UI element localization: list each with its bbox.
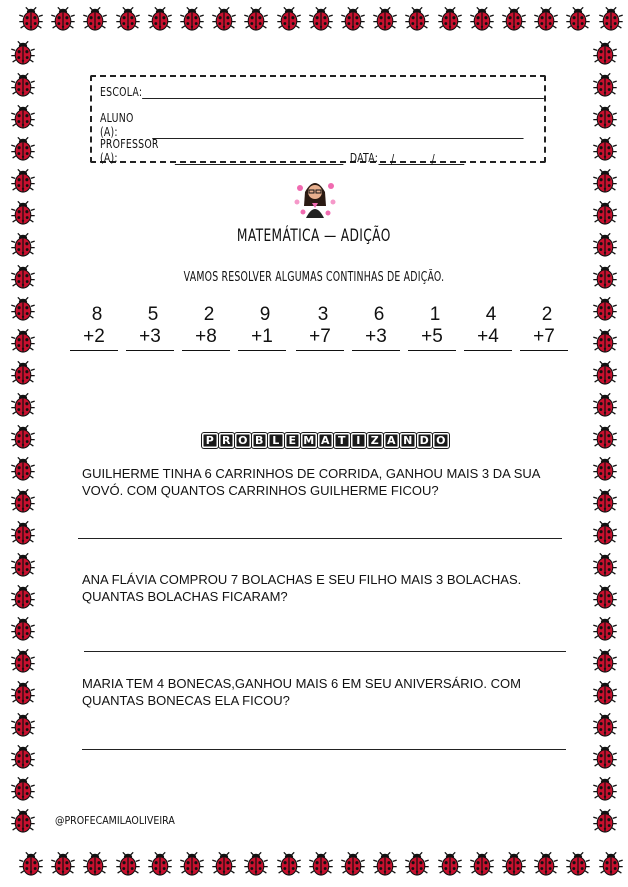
- banner-letter-tile: T: [334, 433, 350, 448]
- ladybug-icon: [592, 456, 618, 482]
- banner-letter-tile: D: [417, 433, 433, 448]
- ladybug-icon: [10, 168, 36, 194]
- ladybug-icon: [592, 488, 618, 514]
- addition-problem: [182, 304, 230, 351]
- ladybug-icon: [211, 6, 237, 32]
- ladybug-icon: [10, 40, 36, 66]
- banner-letter-tile: O: [433, 433, 449, 448]
- word-problem-1: GUILHERME TINHA 6 CARRINHOS DE CORRIDA, GANHOU MAIS 3 DA SUA VOVÓ. COM QUANTOS CARRINHOS GUILHERME FICOU?: [82, 466, 540, 498]
- ladybug-icon: [592, 360, 618, 386]
- ladybug-icon: [10, 616, 36, 642]
- banner-letter-tile: A: [318, 433, 334, 448]
- addend-bottom[interactable]: +7: [296, 326, 344, 351]
- ladybug-icon: [82, 851, 108, 877]
- ladybug-icon: [533, 851, 559, 877]
- addend-top: 1: [429, 304, 441, 325]
- ladybug-icon: [211, 851, 237, 877]
- ladybug-border-top: [0, 4, 628, 40]
- ladybug-icon: [404, 6, 430, 32]
- ladybug-icon: [179, 851, 205, 877]
- ladybug-icon: [592, 200, 618, 226]
- ladybug-icon: [592, 712, 618, 738]
- addition-problem: [352, 304, 400, 351]
- addend-bottom[interactable]: +7: [520, 326, 568, 351]
- ladybug-icon: [10, 552, 36, 578]
- addend-bottom[interactable]: +2: [70, 326, 118, 351]
- ladybug-icon: [10, 744, 36, 770]
- problematizando-banner: [202, 433, 449, 448]
- ladybug-border-bottom: [0, 847, 628, 883]
- banner-letter-tile: M: [301, 433, 317, 448]
- school-line: [100, 85, 544, 99]
- ladybug-icon: [276, 6, 302, 32]
- ladybug-icon: [10, 776, 36, 802]
- ladybug-icon: [592, 40, 618, 66]
- ladybug-icon: [592, 136, 618, 162]
- ladybug-icon: [592, 424, 618, 450]
- ladybug-icon: [592, 808, 618, 834]
- answer-line-3[interactable]: [82, 749, 566, 750]
- addition-problem: [126, 304, 174, 351]
- ladybug-icon: [533, 6, 559, 32]
- addend-top: 8: [91, 304, 103, 325]
- ladybug-icon: [404, 851, 430, 877]
- teacher-label: PROFESSOR (A):: [100, 137, 159, 165]
- ladybug-icon: [372, 851, 398, 877]
- addend-bottom[interactable]: +5: [408, 326, 456, 351]
- addend-top: 5: [147, 304, 159, 325]
- banner-letter-tile: R: [219, 433, 235, 448]
- ladybug-icon: [10, 584, 36, 610]
- ladybug-icon: [592, 296, 618, 322]
- word-problem-2: ANA FLÁVIA COMPROU 7 BOLACHAS E SEU FILHO MAIS 3 BOLACHAS. QUANTAS BOLACHAS FICARAM?: [82, 572, 522, 604]
- ladybug-icon: [592, 648, 618, 674]
- ladybug-icon: [10, 456, 36, 482]
- ladybug-icon: [469, 851, 495, 877]
- ladybug-icon: [592, 104, 618, 130]
- banner-letter-tile: L: [268, 433, 284, 448]
- addend-top: 2: [203, 304, 215, 325]
- ladybug-icon: [592, 328, 618, 354]
- addend-top: 4: [485, 304, 497, 325]
- ladybug-icon: [10, 808, 36, 834]
- ladybug-icon: [276, 851, 302, 877]
- banner-letter-tile: N: [400, 433, 416, 448]
- ladybug-icon: [10, 328, 36, 354]
- ladybug-icon: [501, 851, 527, 877]
- ladybug-icon: [592, 392, 618, 418]
- word-problem-3: MARIA TEM 4 BONECAS,GANHOU MAIS 6 EM SEU ANIVERSÁRIO. COM QUANTAS BONECAS ELA FICOU?: [82, 676, 521, 708]
- addition-problem: [296, 304, 344, 351]
- teacher-avatar-sticker: [291, 172, 339, 220]
- date-field[interactable]: / /: [378, 152, 465, 165]
- ladybug-icon: [501, 6, 527, 32]
- banner-letter-tile: A: [384, 433, 400, 448]
- ladybug-icon: [10, 392, 36, 418]
- author-credit: @PROFECAMILAOLIVEIRA: [55, 814, 175, 827]
- answer-line-2[interactable]: [84, 651, 566, 652]
- addend-bottom[interactable]: +8: [182, 326, 230, 351]
- ladybug-icon: [243, 851, 269, 877]
- ladybug-icon: [50, 6, 76, 32]
- banner-letter-tile: I: [351, 433, 367, 448]
- addend-bottom[interactable]: +1: [238, 326, 286, 351]
- banner-letter-tile: P: [202, 433, 218, 448]
- banner-letter-tile: O: [235, 433, 251, 448]
- addition-problem: [238, 304, 286, 351]
- ladybug-icon: [179, 6, 205, 32]
- ladybug-border-right: [588, 0, 624, 887]
- ladybug-icon: [592, 616, 618, 642]
- ladybug-icon: [10, 520, 36, 546]
- addend-bottom[interactable]: +3: [352, 326, 400, 351]
- banner-letter-tile: B: [252, 433, 268, 448]
- ladybug-icon: [372, 6, 398, 32]
- answer-line-1[interactable]: [78, 538, 562, 539]
- ladybug-icon: [10, 72, 36, 98]
- ladybug-icon: [10, 488, 36, 514]
- ladybug-icon: [308, 851, 334, 877]
- school-label: ESCOLA:: [100, 85, 143, 99]
- banner-letter-tile: E: [285, 433, 301, 448]
- ladybug-icon: [592, 776, 618, 802]
- ladybug-icon: [115, 851, 141, 877]
- ladybug-icon: [10, 680, 36, 706]
- ladybug-icon: [437, 851, 463, 877]
- addend-top: 2: [541, 304, 553, 325]
- ladybug-icon: [50, 851, 76, 877]
- banner-letter-tile: Z: [367, 433, 383, 448]
- ladybug-icon: [592, 680, 618, 706]
- teacher-line: [100, 137, 465, 165]
- school-field[interactable]: [142, 86, 544, 99]
- ladybug-icon: [10, 712, 36, 738]
- ladybug-icon: [10, 136, 36, 162]
- addition-problem: [464, 304, 512, 351]
- ladybug-icon: [115, 6, 141, 32]
- ladybug-icon: [10, 104, 36, 130]
- addend-bottom[interactable]: +4: [464, 326, 512, 351]
- ladybug-icon: [340, 851, 366, 877]
- student-label: ALUNO (A):: [100, 111, 134, 139]
- ladybug-icon: [10, 296, 36, 322]
- student-line: [100, 111, 524, 139]
- ladybug-icon: [147, 6, 173, 32]
- ladybug-icon: [592, 584, 618, 610]
- addition-problem: [70, 304, 118, 351]
- addend-top: 3: [317, 304, 329, 325]
- ladybug-icon: [10, 648, 36, 674]
- date-label: DATA:: [349, 151, 379, 165]
- ladybug-icon: [82, 6, 108, 32]
- ladybug-icon: [592, 168, 618, 194]
- teacher-field[interactable]: [175, 152, 344, 165]
- ladybug-icon: [469, 6, 495, 32]
- ladybug-icon: [10, 200, 36, 226]
- ladybug-border-left: [4, 0, 40, 887]
- addend-top: 9: [259, 304, 271, 325]
- addend-top: 6: [373, 304, 385, 325]
- ladybug-icon: [340, 6, 366, 32]
- ladybug-icon: [10, 424, 36, 450]
- addition-problem: [408, 304, 456, 351]
- ladybug-icon: [437, 6, 463, 32]
- addition-problem: [520, 304, 568, 351]
- ladybug-icon: [243, 6, 269, 32]
- student-info-box: [90, 75, 546, 166]
- ladybug-icon: [308, 6, 334, 32]
- ladybug-icon: [147, 851, 173, 877]
- page-title: MATEMÁTICA — ADIÇÃO: [237, 226, 391, 246]
- addend-bottom[interactable]: +3: [126, 326, 174, 351]
- ladybug-icon: [592, 72, 618, 98]
- ladybug-icon: [592, 520, 618, 546]
- instructions: VAMOS RESOLVER ALGUMAS CONTINHAS DE ADIÇÃO.: [183, 270, 445, 285]
- ladybug-icon: [10, 360, 36, 386]
- ladybug-icon: [592, 744, 618, 770]
- ladybug-icon: [592, 552, 618, 578]
